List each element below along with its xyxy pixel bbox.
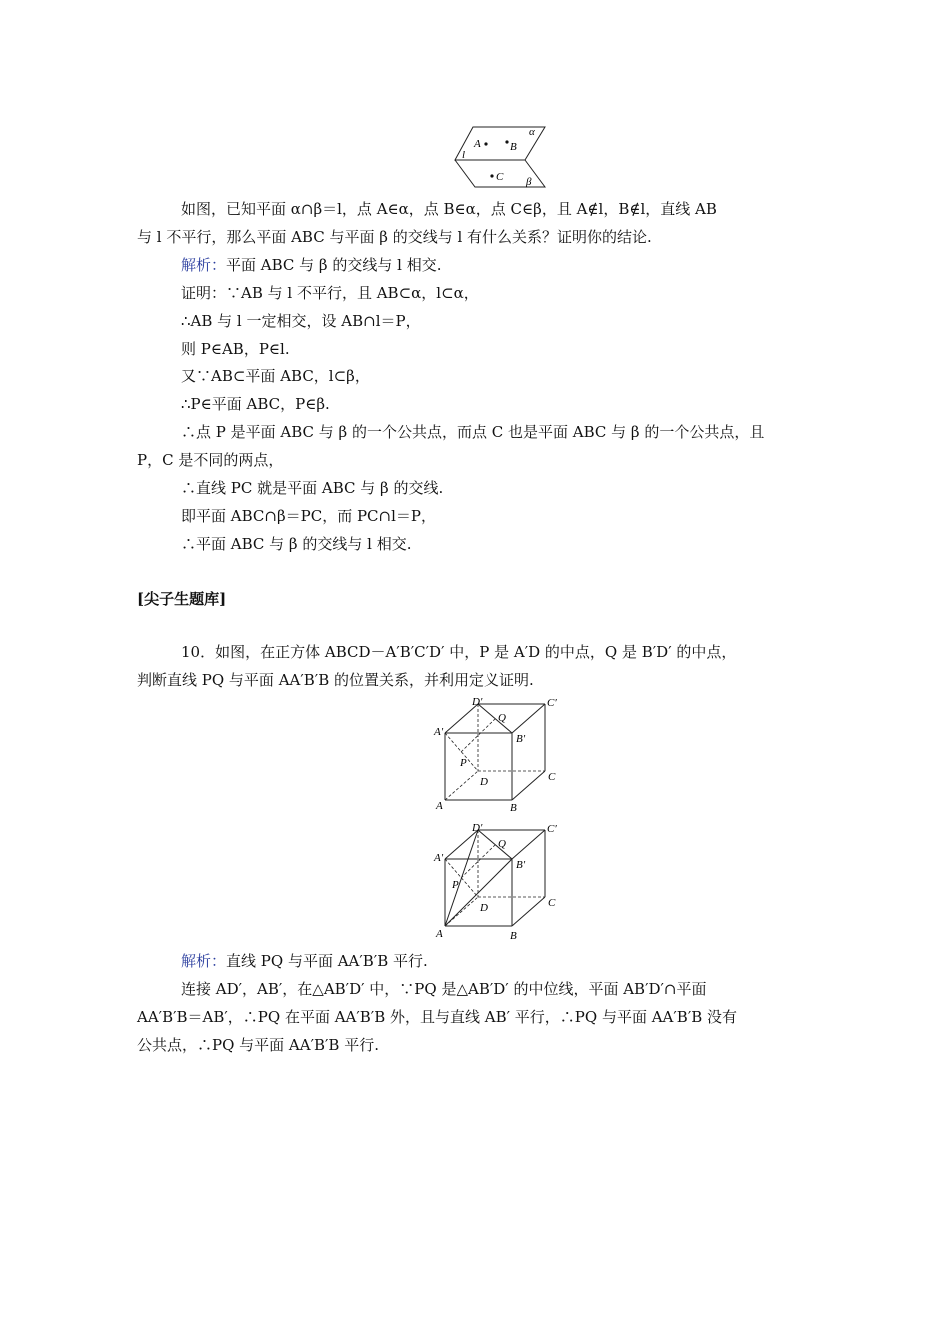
jiexi-text-2: 直线 PQ 与平面 AA′B′B 平行. xyxy=(226,952,428,970)
label-alpha: α xyxy=(529,126,535,138)
cube-figure-2 xyxy=(430,818,570,942)
cube2-label-q: Q xyxy=(498,838,506,850)
planes-figure xyxy=(440,122,550,192)
problem9-line2: 与 l 不平行，那么平面 ABC 与平面 β 的交线与 l 有什么关系？证明你的结论. xyxy=(137,228,652,246)
cube2-label-b: B xyxy=(510,930,517,942)
problem10-answer xyxy=(181,951,817,971)
problem10-proof3: 公共点，∴PQ 与平面 AA′B′B 平行. xyxy=(137,1036,379,1054)
problem9-line1: 如图，已知平面 α∩β＝l，点 A∈α，点 B∈α，点 C∈β，且 A∉l，B∉l，直线 AB xyxy=(181,200,717,218)
problem10-proof2: AA′B′B＝AB′，∴PQ 在平面 AA′B′B 外，且与直线 AB′ 平行，∴PQ 与平面 AA′B′B 没有 xyxy=(137,1008,738,1026)
label-c: C xyxy=(496,171,504,183)
cube1-label-c: C xyxy=(548,771,556,783)
proof-step-cont: P，C 是不同的两点， xyxy=(137,451,284,469)
cube1-label-p: P xyxy=(460,757,467,769)
cube1-label-c1: C′ xyxy=(547,697,557,709)
point-c xyxy=(490,174,493,177)
proof-step: ∴AB 与 l 一定相交，设 AB∩l＝P， xyxy=(181,312,421,330)
jiexi-text: 平面 ABC 与 β 的交线与 l 相交. xyxy=(226,256,442,274)
cube2-label-a: A xyxy=(436,928,443,940)
proof-step: ∴平面 ABC 与 β 的交线与 l 相交. xyxy=(181,535,412,553)
cube1-label-q: Q xyxy=(498,712,506,724)
cube1-label-b: B xyxy=(510,802,517,814)
proof-step: 证明：∵AB 与 l 不平行，且 AB⊂α，l⊂α， xyxy=(181,284,479,302)
cube1-label-a: A xyxy=(436,800,443,812)
point-a xyxy=(484,142,487,145)
cube2-label-p: P xyxy=(452,879,459,891)
proof-step: 又∵AB⊂平面 ABC，l⊂β， xyxy=(181,367,370,385)
label-b: B xyxy=(510,141,517,153)
proof-step: ∴P∈平面 ABC，P∈β. xyxy=(181,395,330,413)
cube2-label-c1: C′ xyxy=(547,823,557,835)
label-beta: β xyxy=(526,176,532,188)
proof-step: ∴直线 PC 就是平面 ABC 与 β 的交线. xyxy=(181,479,444,497)
cube1-label-d1: D′ xyxy=(472,696,483,708)
point-b xyxy=(505,140,508,143)
cube1-label-a1: A′ xyxy=(434,726,444,738)
jiexi-label: 解析： xyxy=(181,256,227,274)
jiexi-label-2: 解析： xyxy=(181,952,227,970)
section-title: [尖子生题库] xyxy=(137,590,227,608)
cube1-label-b1: B′ xyxy=(516,733,526,745)
cube-figure-1 xyxy=(430,694,570,816)
problem10-proof1: 连接 AD′，AB′，在△AB′D′ 中，∵PQ 是△AB′D′ 的中位线，平面 AB′D′∩平面 xyxy=(181,980,707,998)
proof-step: 则 P∈AB，P∈l. xyxy=(181,340,290,358)
cube2-label-a1: A′ xyxy=(434,852,444,864)
cube2-label-c: C xyxy=(548,897,556,909)
proof-step: ∴点 P 是平面 ABC 与 β 的一个公共点，而点 C 也是平面 ABC 与 β 的一个公共点，且 xyxy=(181,423,765,441)
label-l: l xyxy=(462,149,466,161)
problem10-line1: 10．如图，在正方体 ABCD－A′B′C′D′ 中，P 是 A′D 的中点，Q 是 B′D′ 的中点， xyxy=(181,643,737,661)
cube1-label-d: D xyxy=(480,776,488,788)
proof-step: 即平面 ABC∩β＝PC，而 PC∩l＝P， xyxy=(181,507,436,525)
problem10-line2: 判断直线 PQ 与平面 AA′B′B 的位置关系，并利用定义证明. xyxy=(137,671,534,689)
cube2-label-b1: B′ xyxy=(516,859,526,871)
label-a: A xyxy=(474,138,481,150)
cube2-label-d1: D′ xyxy=(472,822,483,834)
cube2-label-d: D xyxy=(480,902,488,914)
problem9-answer xyxy=(181,255,817,275)
